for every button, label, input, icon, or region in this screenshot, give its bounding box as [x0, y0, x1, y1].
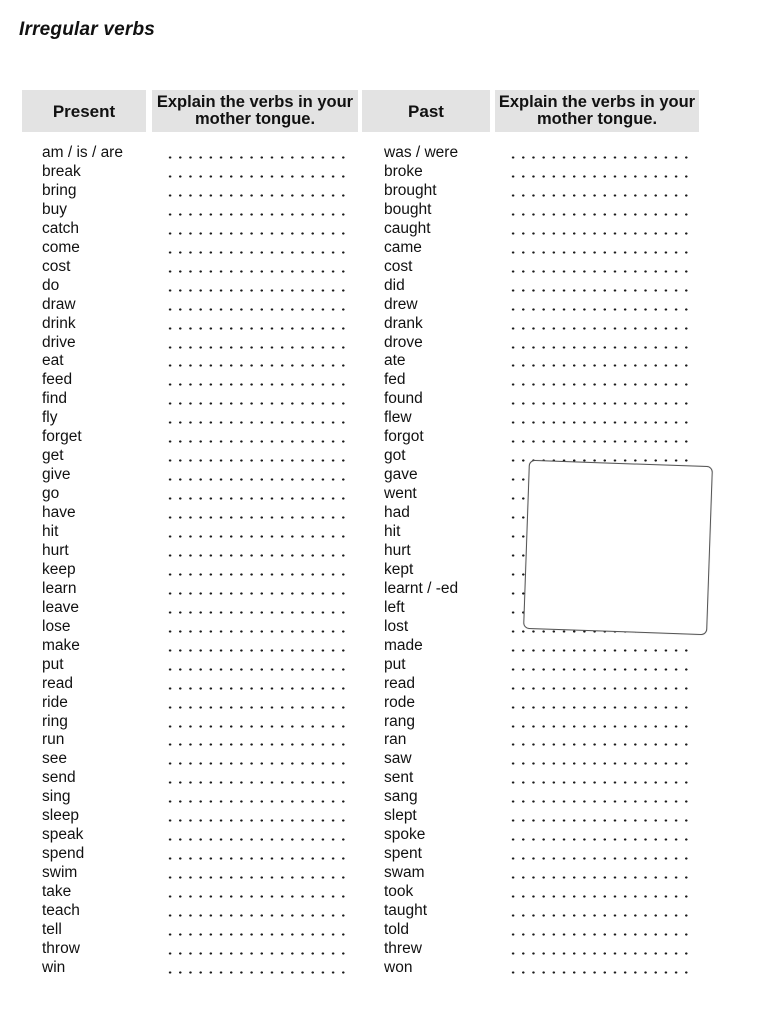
- verb-row: [0, 351, 768, 370]
- past-form: flew: [384, 409, 412, 427]
- verb-row: [0, 939, 768, 958]
- answer-blank-present[interactable]: [165, 781, 347, 784]
- past-form: hit: [384, 523, 401, 540]
- present-form: take: [42, 883, 72, 901]
- present-form: see: [42, 750, 67, 768]
- present-form: hurt: [42, 541, 69, 559]
- present-form: put: [42, 655, 64, 673]
- past-form: read: [384, 674, 416, 692]
- verb-row: [0, 200, 768, 219]
- verb-row: [0, 446, 768, 465]
- past-form: lost: [384, 617, 409, 635]
- present-form: send: [42, 769, 76, 787]
- answer-blank-past[interactable]: [508, 857, 689, 860]
- answer-blank-past[interactable]: [508, 876, 689, 879]
- verb-row: [0, 427, 768, 446]
- past-form: went: [384, 485, 417, 503]
- answer-blank-present[interactable]: [165, 611, 347, 614]
- present-form: do: [42, 276, 60, 294]
- verb-row: [0, 181, 768, 200]
- present-form: go: [42, 485, 60, 503]
- present-form: teach: [42, 902, 80, 919]
- verb-row: [0, 825, 768, 844]
- verb-row: [0, 712, 768, 731]
- verb-row: [0, 219, 768, 238]
- answer-blank-present[interactable]: [165, 952, 347, 955]
- verb-row: [0, 730, 768, 749]
- verb-row: [0, 920, 768, 939]
- answer-blank-past[interactable]: [508, 270, 689, 273]
- past-form: told: [384, 920, 409, 938]
- present-form: win: [42, 958, 66, 976]
- answer-blank-present[interactable]: [165, 270, 347, 273]
- answer-blank-past[interactable]: [508, 838, 689, 841]
- answer-blank-past[interactable]: [508, 421, 689, 424]
- answer-blank-present[interactable]: [165, 213, 347, 216]
- answer-blank-past[interactable]: [508, 194, 689, 197]
- present-form: feed: [42, 371, 73, 389]
- answer-blank-present[interactable]: [165, 819, 347, 822]
- answer-blank-past[interactable]: [508, 327, 689, 330]
- past-form: fed: [384, 371, 406, 389]
- answer-blank-present[interactable]: [165, 895, 347, 898]
- present-form: throw: [42, 939, 80, 957]
- present-form: leave: [42, 598, 80, 616]
- verb-row: [0, 257, 768, 276]
- past-form: sent: [384, 769, 414, 787]
- past-form: learnt / -ed: [384, 579, 459, 597]
- answer-blank-present[interactable]: [165, 971, 347, 974]
- verb-row: [0, 276, 768, 295]
- verb-row: [0, 295, 768, 314]
- answer-blank-present[interactable]: [165, 194, 347, 197]
- verb-row: [0, 958, 768, 977]
- answer-blank-past[interactable]: [508, 914, 689, 917]
- verb-row: [0, 806, 768, 825]
- answer-blank-past[interactable]: [508, 762, 689, 765]
- present-form: spend: [42, 845, 85, 863]
- answer-blank-present[interactable]: [165, 497, 347, 500]
- answer-blank-present[interactable]: [165, 687, 347, 690]
- answer-blank-past[interactable]: [508, 251, 689, 254]
- past-form: forgot: [384, 428, 424, 446]
- answer-blank-past[interactable]: [508, 213, 689, 216]
- answer-blank-present[interactable]: [165, 535, 347, 538]
- past-form: took: [384, 883, 414, 901]
- present-form: buy: [42, 200, 67, 218]
- present-form: give: [42, 466, 71, 484]
- past-form: left: [384, 598, 405, 616]
- answer-blank-present[interactable]: [165, 402, 347, 405]
- answer-blank-past[interactable]: [508, 800, 689, 803]
- verb-row: [0, 787, 768, 806]
- present-form: have: [42, 504, 76, 522]
- present-form: am / is / are: [42, 144, 123, 161]
- answer-blank-past[interactable]: [508, 952, 689, 955]
- past-form: sang: [384, 788, 418, 806]
- past-form: won: [384, 958, 413, 976]
- present-form: bring: [42, 181, 77, 199]
- header-explain-past: Explain the verbs in your mother tongue.: [495, 90, 699, 132]
- past-form: did: [384, 276, 405, 294]
- answer-blank-past[interactable]: [508, 743, 689, 746]
- answer-blank-present[interactable]: [165, 573, 347, 576]
- present-form: read: [42, 674, 74, 692]
- answer-blank-present[interactable]: [165, 478, 347, 481]
- answer-blank-present[interactable]: [165, 364, 347, 367]
- answer-blank-present[interactable]: [165, 251, 347, 254]
- past-form: rode: [384, 693, 416, 711]
- present-form: forget: [42, 428, 82, 446]
- header-explain-present: Explain the verbs in your mother tongue.: [152, 90, 358, 132]
- answer-blank-present[interactable]: [165, 725, 347, 728]
- past-form: made: [384, 636, 423, 654]
- answer-blank-present[interactable]: [165, 554, 347, 557]
- answer-blank-present[interactable]: [165, 857, 347, 860]
- answer-blank-past[interactable]: [508, 725, 689, 728]
- present-form: sing: [42, 788, 71, 806]
- answer-blank-present[interactable]: [165, 232, 347, 235]
- answer-blank-present[interactable]: [165, 592, 347, 595]
- answer-blank-present[interactable]: [165, 175, 347, 178]
- answer-blank-present[interactable]: [165, 459, 347, 462]
- answer-blank-present[interactable]: [165, 800, 347, 803]
- past-form: had: [384, 504, 410, 522]
- answer-blank-present[interactable]: [165, 649, 347, 652]
- answer-blank-present[interactable]: [165, 346, 347, 349]
- verb-row: [0, 314, 768, 333]
- blank-sticker-overlay: [523, 460, 713, 635]
- present-form: hit: [42, 523, 59, 540]
- answer-blank-past[interactable]: [508, 687, 689, 690]
- verb-row: [0, 238, 768, 257]
- answer-blank-present[interactable]: [165, 516, 347, 519]
- past-form: drank: [384, 314, 423, 332]
- past-form: spoke: [384, 826, 426, 844]
- verb-row: [0, 863, 768, 882]
- present-form: run: [42, 731, 65, 749]
- present-form: tell: [42, 920, 62, 938]
- past-form: saw: [384, 750, 412, 768]
- past-form: threw: [384, 939, 422, 957]
- answer-blank-present[interactable]: [165, 156, 347, 159]
- answer-blank-present[interactable]: [165, 706, 347, 709]
- present-form: come: [42, 238, 80, 256]
- past-form: gave: [384, 466, 418, 484]
- past-form: cost: [384, 257, 413, 275]
- answer-blank-present[interactable]: [165, 630, 347, 633]
- answer-blank-past[interactable]: [508, 706, 689, 709]
- present-form: ride: [42, 693, 68, 711]
- answer-blank-past[interactable]: [508, 364, 689, 367]
- verb-row: [0, 333, 768, 352]
- answer-blank-present[interactable]: [165, 933, 347, 936]
- answer-blank-present[interactable]: [165, 876, 347, 879]
- present-form: break: [42, 162, 81, 180]
- present-form: eat: [42, 352, 64, 370]
- verb-row: [0, 162, 768, 181]
- present-form: find: [42, 390, 67, 408]
- verb-row: [0, 844, 768, 863]
- present-form: swim: [42, 864, 78, 882]
- present-form: draw: [42, 295, 76, 313]
- past-form: was / were: [384, 144, 459, 161]
- present-form: speak: [42, 826, 84, 844]
- page-title: Irregular verbs: [19, 19, 156, 40]
- past-form: found: [384, 390, 423, 408]
- answer-blank-past[interactable]: [508, 649, 689, 652]
- answer-blank-past[interactable]: [508, 232, 689, 235]
- present-form: learn: [42, 579, 77, 597]
- present-form: lose: [42, 617, 71, 635]
- answer-blank-present[interactable]: [165, 762, 347, 765]
- past-form: taught: [384, 902, 428, 919]
- past-form: came: [384, 238, 422, 256]
- present-form: drink: [42, 314, 76, 332]
- past-form: rang: [384, 712, 416, 730]
- header-present: Present: [22, 90, 146, 132]
- header-past: Past: [362, 90, 490, 132]
- past-form: slept: [384, 807, 417, 825]
- answer-blank-past[interactable]: [508, 895, 689, 898]
- past-form: ran: [384, 731, 407, 749]
- verb-row: [0, 370, 768, 389]
- present-form: make: [42, 636, 80, 654]
- verb-row: [0, 901, 768, 920]
- verb-row: [0, 882, 768, 901]
- past-form: put: [384, 655, 406, 673]
- answer-blank-past[interactable]: [508, 819, 689, 822]
- present-form: get: [42, 447, 64, 465]
- past-form: hurt: [384, 541, 411, 559]
- answer-blank-present[interactable]: [165, 743, 347, 746]
- verb-row: [0, 408, 768, 427]
- past-form: swam: [384, 864, 425, 882]
- verb-row: [0, 655, 768, 674]
- answer-blank-past[interactable]: [508, 781, 689, 784]
- answer-blank-present[interactable]: [165, 289, 347, 292]
- past-form: ate: [384, 352, 406, 370]
- past-form: spent: [384, 845, 422, 863]
- answer-blank-present[interactable]: [165, 914, 347, 917]
- answer-blank-past[interactable]: [508, 668, 689, 671]
- answer-blank-past[interactable]: [508, 308, 689, 311]
- present-form: keep: [42, 560, 76, 578]
- verb-row: [0, 636, 768, 655]
- verb-row: [0, 389, 768, 408]
- answer-blank-past[interactable]: [508, 175, 689, 178]
- present-form: ring: [42, 712, 68, 730]
- answer-blank-present[interactable]: [165, 440, 347, 443]
- present-form: catch: [42, 219, 80, 237]
- answer-blank-present[interactable]: [165, 668, 347, 671]
- past-form: brought: [384, 181, 437, 199]
- past-form: kept: [384, 560, 414, 578]
- past-form: got: [384, 447, 406, 465]
- verb-row: [0, 749, 768, 768]
- answer-blank-present[interactable]: [165, 308, 347, 311]
- past-form: caught: [384, 219, 431, 237]
- answer-blank-present[interactable]: [165, 383, 347, 386]
- answer-blank-past[interactable]: [508, 402, 689, 405]
- past-form: bought: [384, 200, 432, 218]
- present-form: sleep: [42, 807, 80, 825]
- answer-blank-present[interactable]: [165, 421, 347, 424]
- verb-row: [0, 768, 768, 787]
- answer-blank-past[interactable]: [508, 346, 689, 349]
- present-form: drive: [42, 333, 76, 351]
- answer-blank-past[interactable]: [508, 383, 689, 386]
- verb-row: [0, 143, 768, 162]
- past-form: broke: [384, 162, 423, 180]
- answer-blank-present[interactable]: [165, 838, 347, 841]
- answer-blank-past[interactable]: [508, 156, 689, 159]
- past-form: drove: [384, 333, 423, 351]
- answer-blank-past[interactable]: [508, 440, 689, 443]
- present-form: cost: [42, 257, 71, 275]
- answer-blank-past[interactable]: [508, 289, 689, 292]
- answer-blank-present[interactable]: [165, 327, 347, 330]
- verb-row: [0, 674, 768, 693]
- answer-blank-past[interactable]: [508, 933, 689, 936]
- present-form: fly: [42, 409, 58, 427]
- answer-blank-past[interactable]: [508, 971, 689, 974]
- past-form: drew: [384, 295, 418, 313]
- verb-row: [0, 693, 768, 712]
